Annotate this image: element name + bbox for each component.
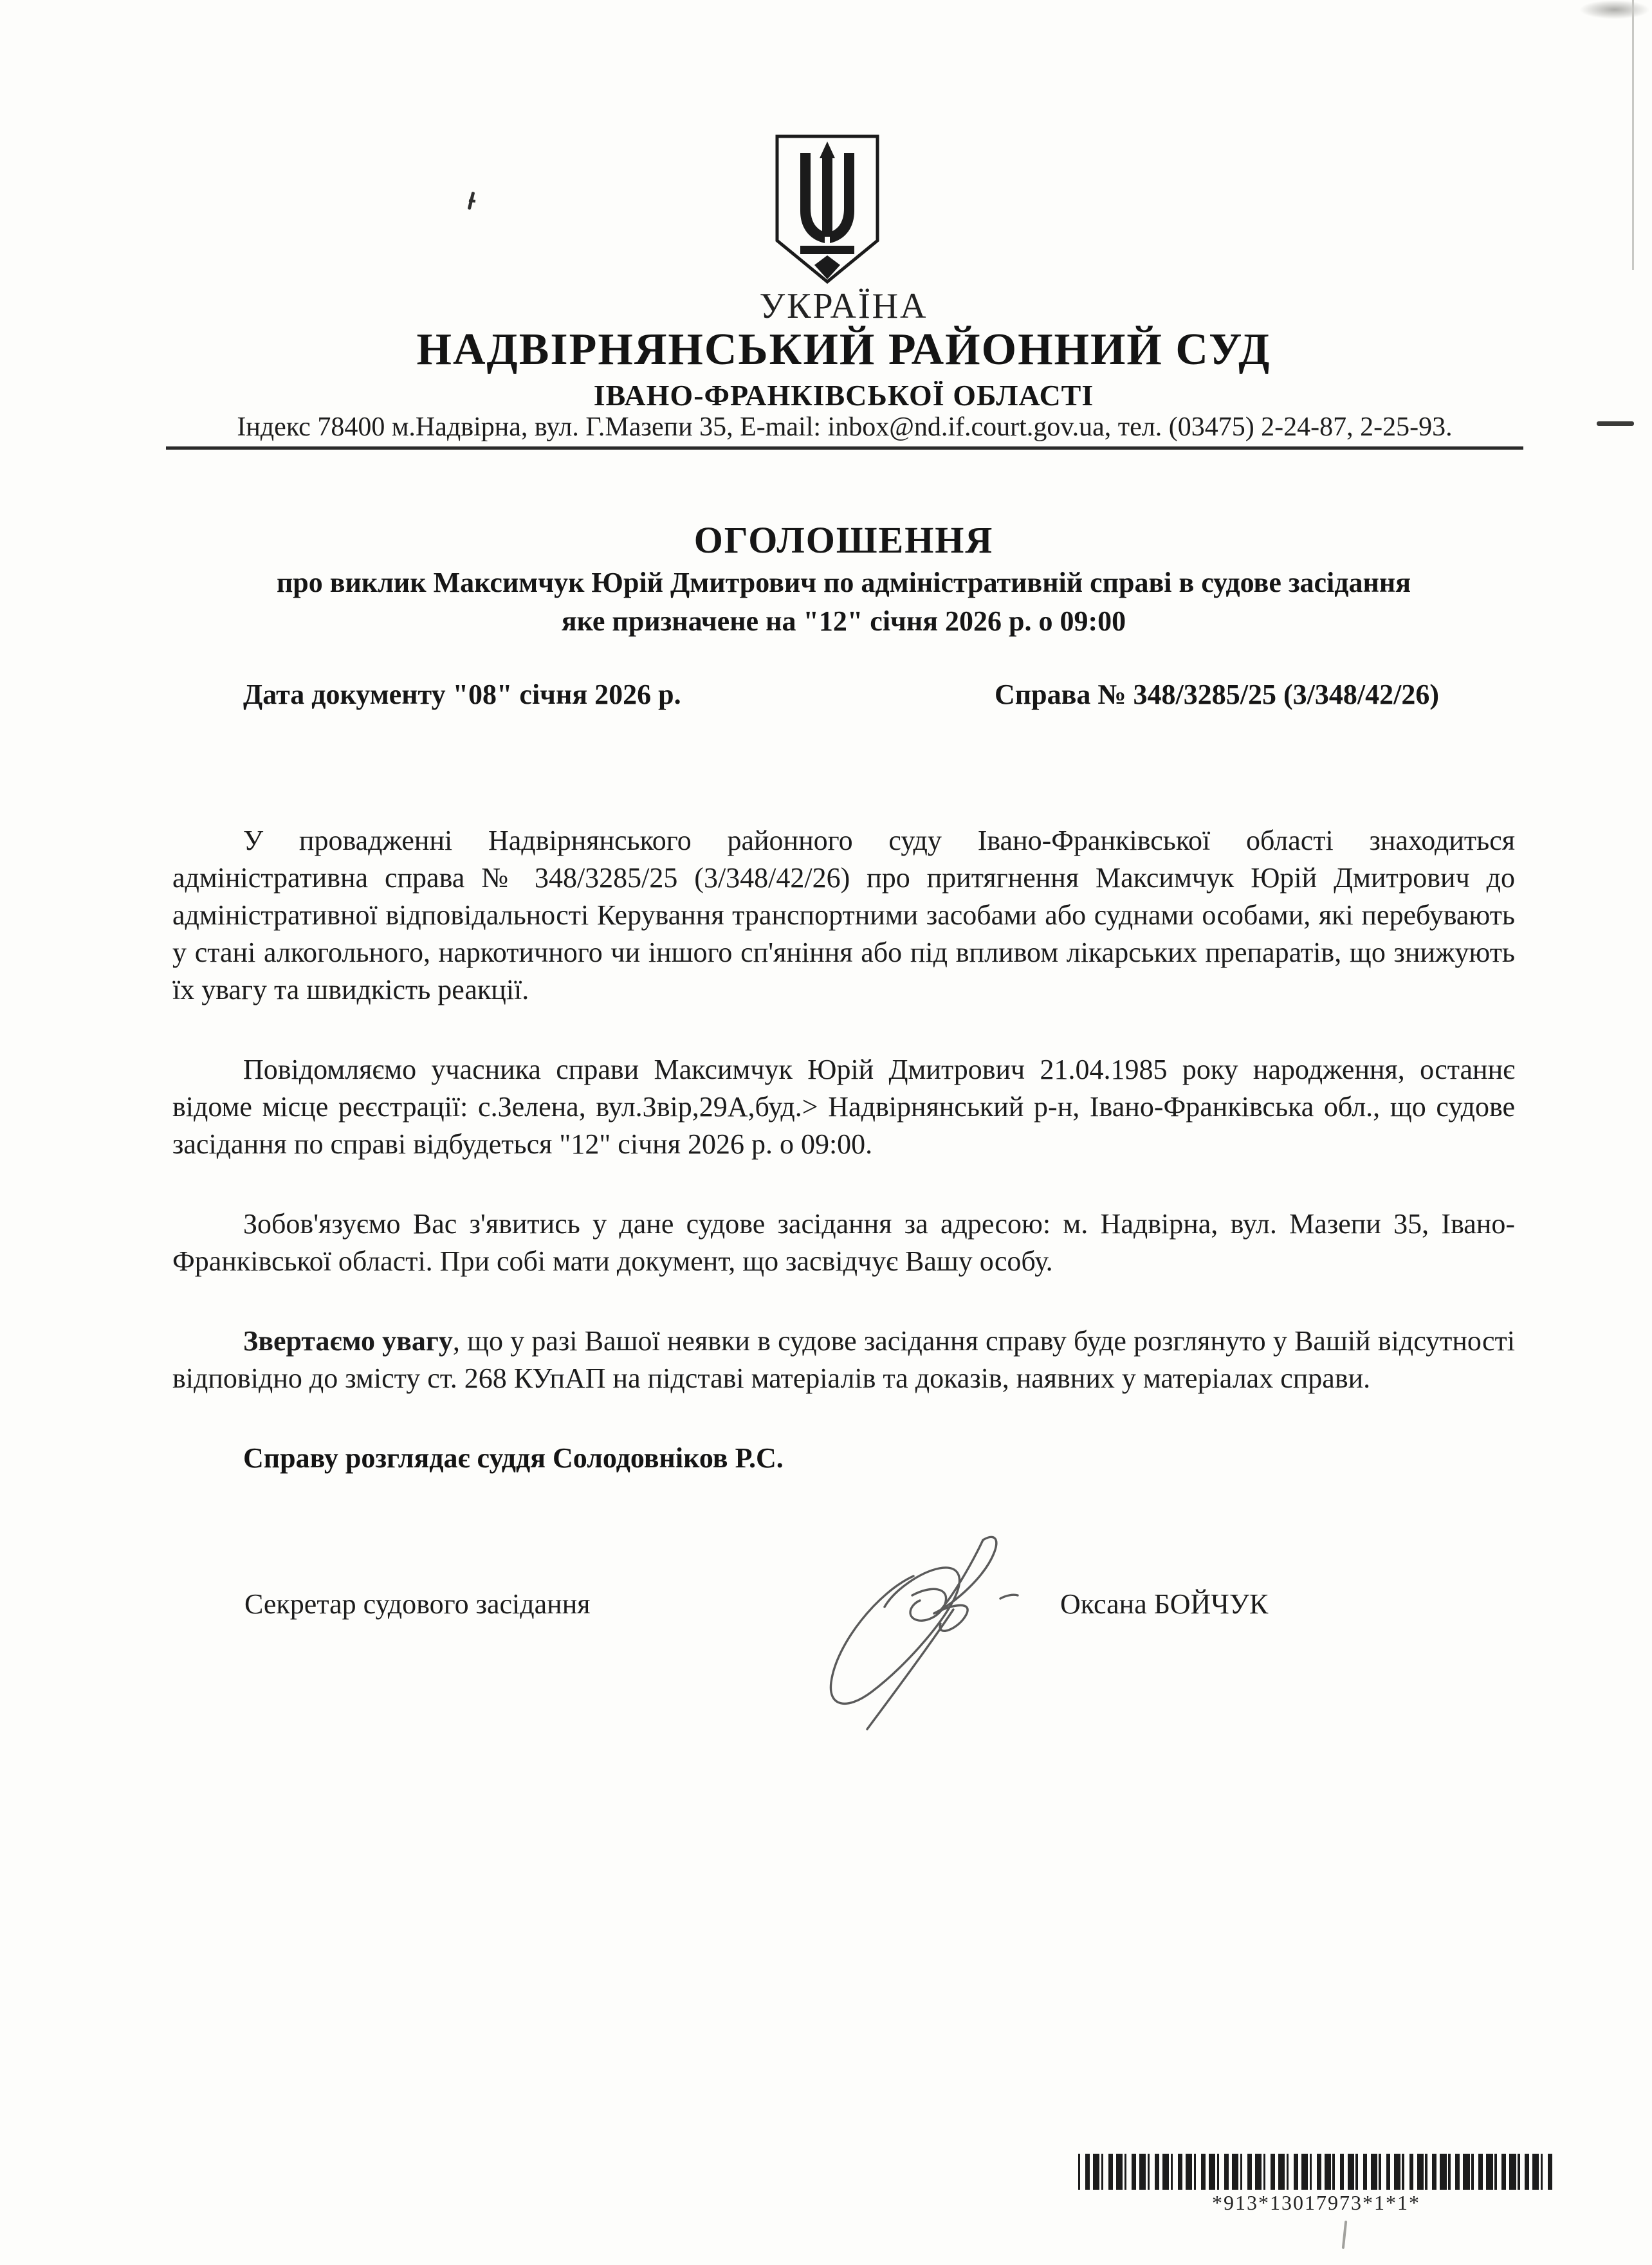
judge-line: Справу розглядає суддя Солодовніков Р.С. xyxy=(243,1442,784,1474)
country-name: УКРАЇНА xyxy=(759,286,928,326)
paragraph-1: У провадженні Надвірнянського районного суду Івано-Франківської області знаходиться адміністративна справа № 348/3285/25 (3/348/42/26) про притягнення Максимчук Юрій Дмитрович до адміністративної відповідальності Керування транспортними засобами або суднами особами, які перебувають у стані алкогольного, наркотичного чи іншого сп'яніння або під впливом лікарських препаратів, що знижують їх увагу та швидкість реакції. xyxy=(172,825,1515,1005)
scan-edge-line-artifact xyxy=(1632,0,1634,270)
document-date: Дата документу "08" січня 2026 р. xyxy=(243,679,681,710)
document-body xyxy=(172,822,1515,1519)
court-region: ІВАНО-ФРАНКІВСЬКОЇ ОБЛАСТІ xyxy=(593,379,1094,412)
document-meta-row xyxy=(172,678,1515,711)
court-contact-line: Індекс 78400 м.Надвірна, вул. Г.Мазепи 35, E-mail: inbox@nd.if.court.gov.ua, тел. (03475) 2-24-87, 2-25-93. xyxy=(166,412,1523,450)
paragraph-4 xyxy=(172,1323,1515,1397)
announcement-subtitle-line1: про виклик Максимчук Юрій Дмитрович по адміністративній справі в судове засідання xyxy=(276,567,1411,598)
paragraph-3: Зобов'язуємо Вас з'явитись у дане судове засідання за адресою: м. Надвірна, вул. Мазепи 35, Івано-Франківської області. При собі мати документ, що засвідчує Вашу особу. xyxy=(172,1208,1515,1277)
barcode-bars xyxy=(1078,2154,1554,2190)
court-name: НАДВІРНЯНСЬКИЙ РАЙОННИЙ СУД xyxy=(416,325,1271,374)
case-number: Справа № 348/3285/25 (3/348/42/26) xyxy=(994,679,1439,710)
scan-tick-artifact xyxy=(468,192,475,210)
scan-smudge-artifact xyxy=(1579,0,1650,19)
announcement-subtitle xyxy=(172,564,1515,641)
secretary-label: Секретар судового засідання xyxy=(244,1588,591,1620)
handwritten-signature xyxy=(817,1531,1029,1747)
announcement-subtitle-line2: яке призначене на "12" січня 2026 р. о 09:00 xyxy=(561,605,1126,637)
barcode-text: *913*13017973*1*1* xyxy=(1212,2191,1420,2214)
paragraph-4-rest: , що у разі Вашої неявки в судове засідання справу буде розглянуто у Вашій відсутності відповідно до змісту ст. 268 КУпАП на підставі матеріалів та доказів, наявних у матеріалах справи. xyxy=(172,1325,1515,1394)
scan-dash-artifact xyxy=(1597,421,1634,426)
coat-of-arms-ukraine-icon xyxy=(773,133,881,287)
barcode xyxy=(1078,2154,1554,2215)
announcement-title: ОГОЛОШЕННЯ xyxy=(693,519,994,561)
paragraph-4-emphasis: Звертаємо увагу xyxy=(243,1325,453,1357)
paragraph-2: Повідомляємо учасника справи Максимчук Юрій Дмитрович 21.04.1985 року народження, останнє відоме місце реєстрації: с.Зелена, вул.Звір,29А,буд.> Надвірнянський р-н, Івано-Франківська обл., що судове засідання по справі відбудеться "12" січня 2026 р. о 09:00. xyxy=(172,1054,1515,1160)
scan-pen-mark-artifact xyxy=(1342,2221,1348,2249)
secretary-name: Оксана БОЙЧУК xyxy=(1060,1588,1269,1620)
